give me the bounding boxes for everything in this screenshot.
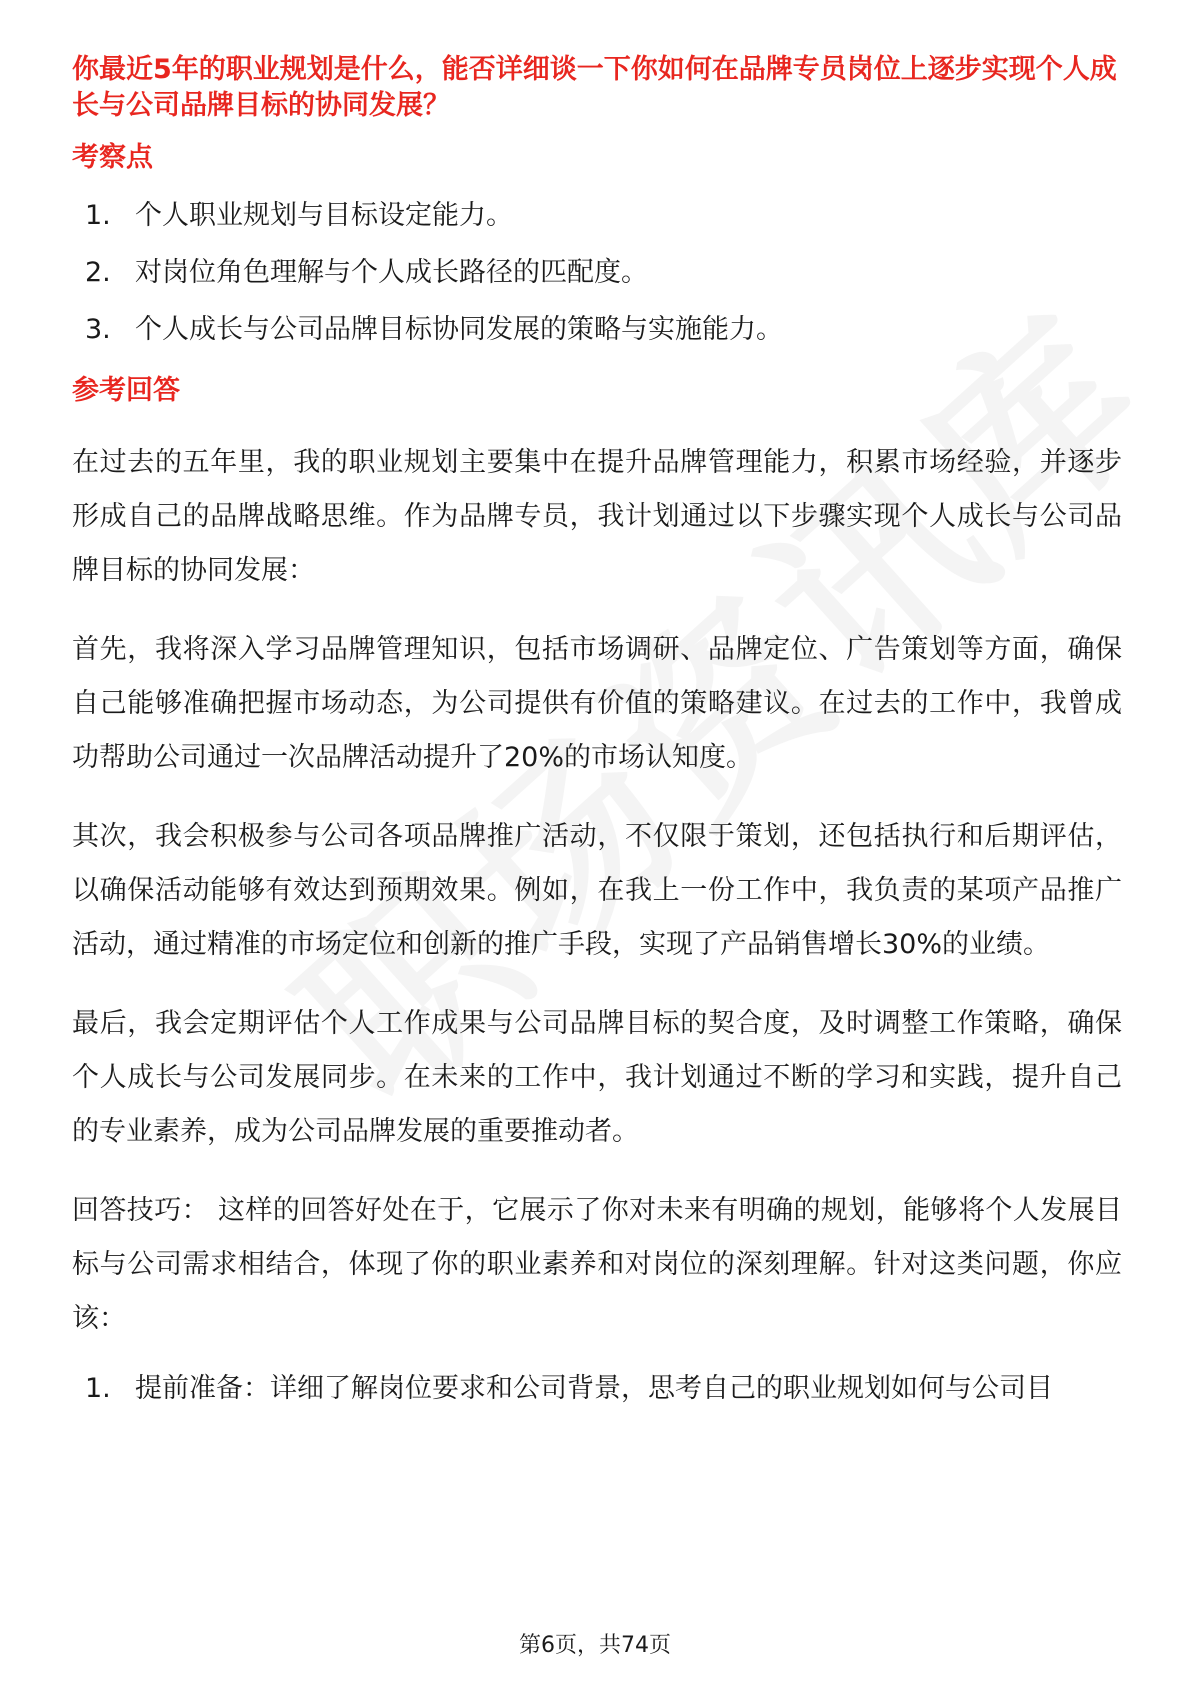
list-item-text: 对岗位角色理解与个人成长路径的匹配度。: [135, 257, 648, 288]
page-number: 第6页，共74页: [519, 1633, 671, 1658]
answer-paragraph: 首先，我将深入学习品牌管理知识，包括市场调研、品牌定位、广告策划等方面，确保自己能够准确把握市场动态，为公司提供有价值的策略建议。在过去的工作中，我曾成功帮助公司通过一次品牌活动提升了20%的市场认知度。: [72, 634, 1122, 773]
list-item-number: 1.: [85, 200, 111, 231]
answer-paragraph: 在过去的五年里，我的职业规划主要集中在提升品牌管理能力，积累市场经验，并逐步形成自己的品牌战略思维。作为品牌专员，我计划通过以下步骤实现个人成长与公司品牌目标的协同发展：: [72, 447, 1122, 586]
tip-list: [72, 1371, 1122, 1407]
list-item-text: 个人职业规划与目标设定能力。: [135, 200, 513, 231]
answer-tip: 回答技巧： 这样的回答好处在于，它展示了你对未来有明确的规划，能够将个人发展目标与公司需求相结合，体现了你的职业素养和对岗位的深刻理解。针对这类问题，你应该：: [72, 1195, 1122, 1334]
list-item: [72, 255, 1122, 291]
answer-paragraph: 其次，我会积极参与公司各项品牌推广活动，不仅限于策划，还包括执行和后期评估，以确保活动能够有效达到预期效果。例如，在我上一份工作中，我负责的某项产品推广活动，通过精准的市场定位和创新的推广手段，实现了产品销售增长30%的业绩。: [72, 821, 1122, 960]
content: [72, 52, 1122, 1407]
list-item: [72, 198, 1122, 234]
answer-paragraph: 最后，我会定期评估个人工作成果与公司品牌目标的契合度，及时调整工作策略，确保个人成长与公司发展同步。在未来的工作中，我计划通过不断的学习和实践，提升自己的专业素养，成为公司品牌发展的重要推动者。: [72, 1008, 1122, 1147]
reference-title: 参考回答: [72, 375, 180, 406]
list-item-number: 3.: [85, 314, 111, 345]
list-item-number: 1.: [85, 1373, 111, 1404]
list-item-text: 提前准备：详细了解岗位要求和公司背景，思考自己的职业规划如何与公司目: [135, 1373, 1053, 1404]
list-item-text: 个人成长与公司品牌目标协同发展的策略与实施能力。: [135, 314, 783, 345]
list-item: [72, 1371, 1122, 1407]
list-item: [72, 312, 1122, 348]
list-item-number: 2.: [85, 257, 111, 288]
assessment-title: 考察点: [72, 142, 153, 173]
question-heading: 你最近5年的职业规划是什么，能否详细谈一下你如何在品牌专员岗位上逐步实现个人成长与公司品牌目标的协同发展？: [72, 54, 1117, 121]
assessment-list: [72, 198, 1122, 348]
